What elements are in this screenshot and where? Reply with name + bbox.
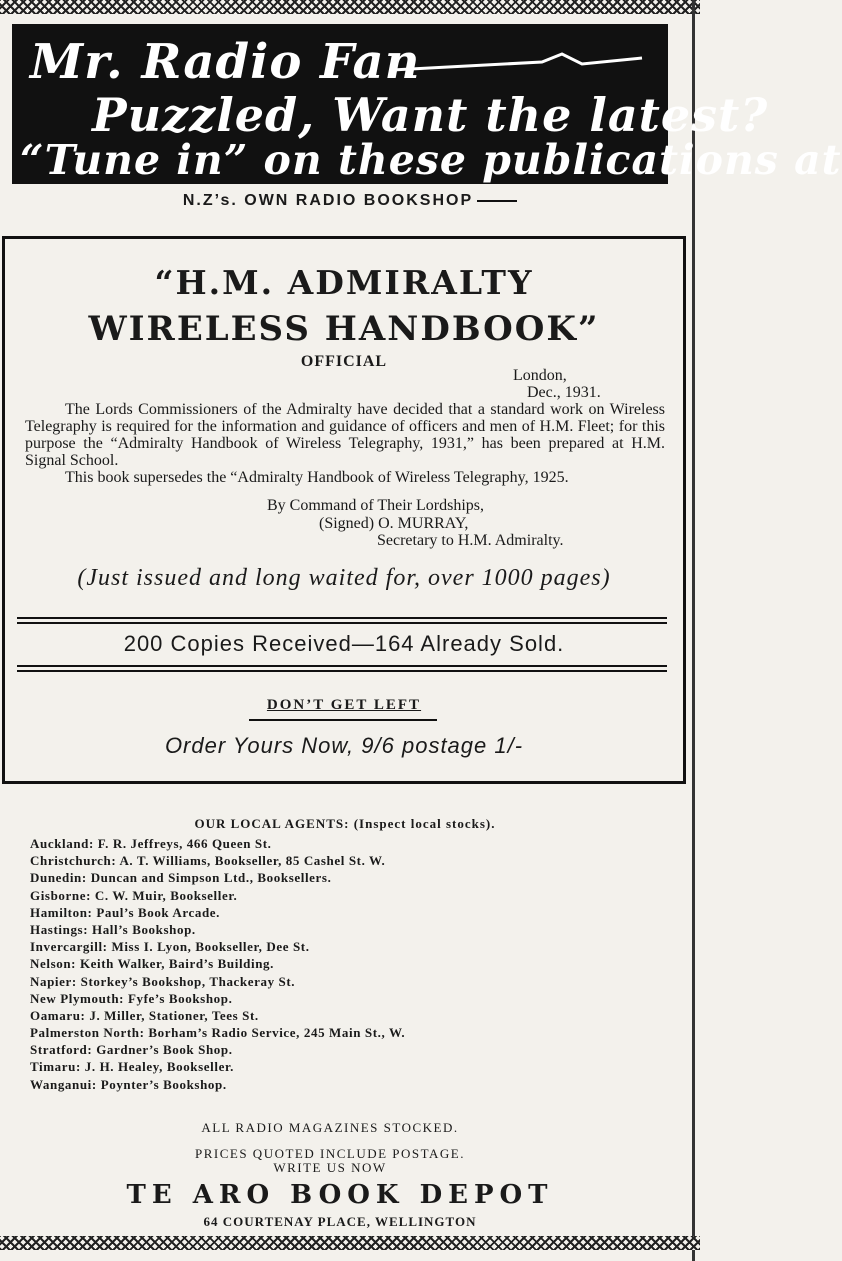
agent-detail: C. W. Muir, Bookseller. (94, 887, 238, 903)
book-title-line-2: WIRELESS HANDBOOK” (88, 309, 600, 349)
agent-town: Dunedin: (30, 870, 87, 886)
agent-row (30, 836, 680, 853)
agent-detail: Fyfe’s Bookshop. (127, 990, 233, 1006)
agent-row (30, 870, 680, 887)
banner-line-1: Mr. Radio Fan (30, 34, 421, 90)
top-border-pattern (0, 0, 700, 14)
agent-town: Invercargill: (30, 939, 108, 955)
banner-line-2: Puzzled, Want the latest? (92, 88, 769, 142)
rule-top-1 (17, 617, 667, 619)
agent-row (30, 1042, 680, 1059)
agent-detail: Miss I. Lyon, Bookseller, Dee St. (111, 939, 310, 955)
agent-town: Gisborne: (30, 887, 92, 903)
agent-detail: J. Miller, Stationer, Tees St. (89, 1007, 259, 1023)
agent-detail: Keith Walker, Baird’s Building. (79, 956, 274, 972)
agent-town: Christchurch: (30, 853, 117, 869)
agent-row (30, 1077, 680, 1094)
agent-detail: Storkey’s Bookshop, Thackeray St. (80, 973, 296, 989)
dont-get-left-rule (249, 719, 437, 721)
subline-text: N.Z’s. OWN RADIO BOOKSHOP (182, 192, 474, 209)
book-title-line-1: “H.M. ADMIRALTY (154, 263, 534, 302)
agent-detail: Paul’s Book Arcade. (96, 904, 221, 920)
agent-row (30, 939, 680, 956)
agent-town: Hamilton: (30, 904, 93, 920)
agent-town: Stratford: (30, 1042, 93, 1058)
rule-bottom-2 (17, 670, 667, 672)
rule-top-2 (17, 622, 667, 624)
place-line: London, (513, 367, 567, 384)
agent-row (30, 905, 680, 922)
agent-row (30, 991, 680, 1008)
date-line: Dec., 1931. (527, 384, 601, 401)
write-line: WRITE US NOW (273, 1160, 387, 1175)
bottom-border-pattern (0, 1236, 700, 1250)
issued-note: (Just issued and long waited for, over 1000 pages) (77, 565, 611, 591)
subline-dash (477, 200, 517, 202)
agents-heading: OUR LOCAL AGENTS: (Inspect local stocks). (194, 816, 496, 831)
headline-banner (12, 24, 842, 184)
agent-town: Wanganui: (30, 1076, 97, 1092)
bookshop-subline (0, 192, 700, 210)
agent-town: Auckland: (30, 836, 94, 851)
agent-detail: Gardner’s Book Shop. (96, 1042, 233, 1058)
agent-town: Oamaru: (30, 1007, 86, 1023)
agent-town: Hastings: (30, 921, 89, 937)
admiralty-handbook-box (2, 236, 686, 784)
agent-detail: F. R. Jeffreys, 466 Queen St. (97, 836, 272, 851)
agent-detail: Borham’s Radio Service, 245 Main St., W. (148, 1025, 406, 1041)
copies-sold-line: 200 Copies Received—164 Already Sold. (123, 631, 565, 656)
magazines-line: ALL RADIO MAGAZINES STOCKED. (201, 1120, 459, 1135)
agent-row (30, 1059, 680, 1076)
depot-name: TE ARO BOOK DEPOT (126, 1180, 554, 1210)
order-line: Order Yours Now, 9/6 postage 1/- (164, 733, 524, 758)
agent-town: Napier: (30, 973, 77, 989)
agent-row (30, 974, 680, 991)
agent-town: New Plymouth: (30, 990, 125, 1006)
signature-line-3: Secretary to H.M. Admiralty. (377, 532, 564, 549)
right-column-rule (692, 0, 695, 1261)
official-label: OFFICIAL (300, 353, 388, 370)
agent-row (30, 853, 680, 870)
prices-line: PRICES QUOTED INCLUDE POSTAGE. (194, 1146, 466, 1161)
agent-row (30, 922, 680, 939)
agent-town: Timaru: (30, 1059, 81, 1075)
agent-row (30, 888, 680, 905)
lightning-flourish-icon (392, 50, 652, 80)
agent-detail: Hall’s Bookshop. (92, 921, 196, 937)
notice-paragraph-2: This book supersedes the “Admiralty Handbook of Wireless Telegraphy, 1925. (65, 469, 569, 486)
banner-line-3: “Tune in” on these publications at (20, 136, 842, 184)
notice-paragraph-1: The Lords Commissioners of the Admiralty have decided that a standard work on Wireless Telegraphy is required for the information and guidance of officers and men of H.M. Fleet; for this purpose the “Admiralty Handbook of Wireless Telegraphy, 1931,” has been prepared at H.M. Signal School. (25, 401, 665, 469)
dont-get-left: DON’T GET LEFT (266, 697, 422, 713)
agents-list (30, 836, 680, 1094)
agent-row (30, 1008, 680, 1025)
agent-detail: J. H. Healey, Bookseller. (84, 1059, 234, 1075)
agent-town: Palmerston North: (30, 1025, 145, 1041)
agent-row (30, 1025, 680, 1042)
notice-body (25, 401, 665, 486)
agent-row (30, 956, 680, 973)
agent-detail: Poynter’s Bookshop. (100, 1076, 227, 1092)
agent-town: Nelson: (30, 956, 77, 972)
agent-detail: Duncan and Simpson Ltd., Booksellers. (90, 870, 332, 886)
signature-line-2: (Signed) O. MURRAY, (319, 515, 469, 532)
rule-bottom-1 (17, 665, 667, 667)
signature-line-1: By Command of Their Lordships, (267, 497, 485, 514)
depot-address: 64 COURTENAY PLACE, WELLINGTON (203, 1214, 477, 1229)
agent-detail: A. T. Williams, Bookseller, 85 Cashel St. W. (119, 853, 386, 869)
